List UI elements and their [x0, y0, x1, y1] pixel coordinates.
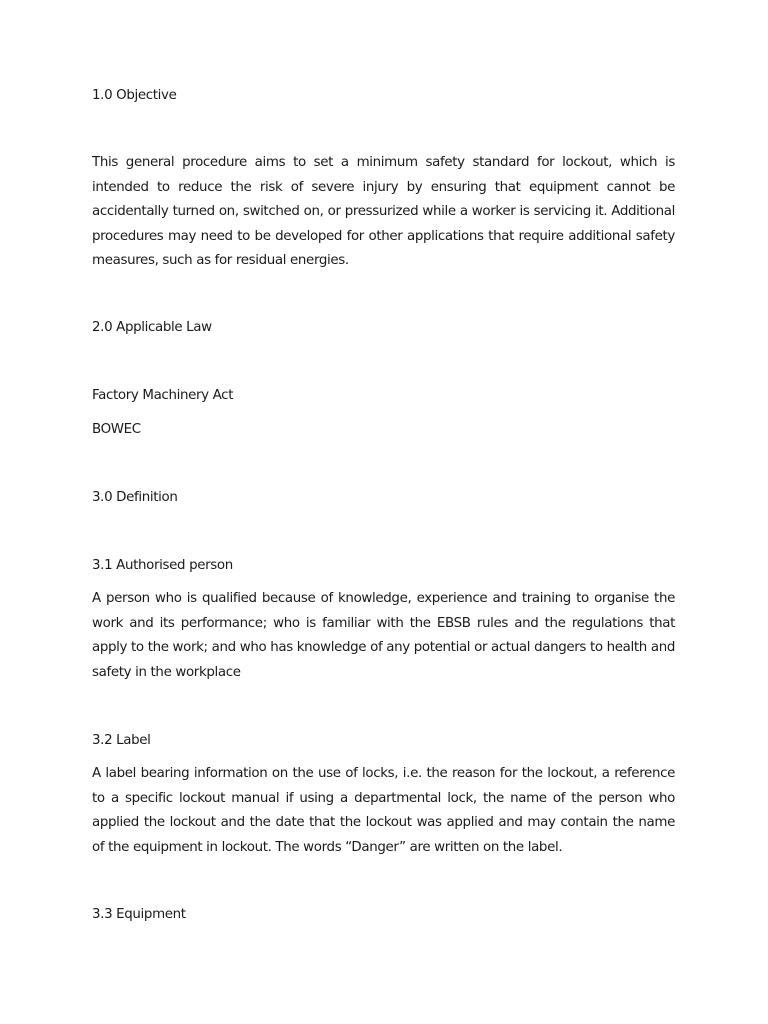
subsection-heading-authorised-person: 3.1 Authorised person — [92, 558, 233, 573]
label-paragraph: A label bearing information on the use of locks, i.e. the reason for the lockout, a reference to a specific lockout manual if using a departmental lock, the name of the person who applied the lockout and the date that the lockout was applied and may contain the name of the equipment in lockout. The words “Danger” are written on the label. — [92, 766, 675, 855]
section-heading-applicable-law: 2.0 Applicable Law — [92, 320, 212, 335]
objective-paragraph: This general procedure aims to set a minimum safety standard for lockout, which is intended to reduce the risk of severe injury by ensuring that equipment cannot be accidentally turned on, switched on, or pressurized while a worker is servicing it. Additional procedures may need to be developed for other applications that require additional safety measures, such as for residual energies. — [92, 155, 675, 268]
law-item-factory-machinery-act: Factory Machinery Act — [92, 388, 234, 403]
section-heading-objective: 1.0 Objective — [92, 88, 177, 103]
section-heading-definition: 3.0 Definition — [92, 490, 178, 505]
subsection-heading-label: 3.2 Label — [92, 733, 151, 748]
law-item-bowec: BOWEC — [92, 422, 141, 437]
subsection-heading-equipment: 3.3 Equipment — [92, 907, 186, 922]
authorised-person-paragraph: A person who is qualified because of knowledge, experience and training to organise the work and its performance; who is familiar with the EBSB rules and the regulations that apply to the work; and who has knowledge of any potential or actual dangers to health and safety in the workplace — [92, 591, 675, 680]
